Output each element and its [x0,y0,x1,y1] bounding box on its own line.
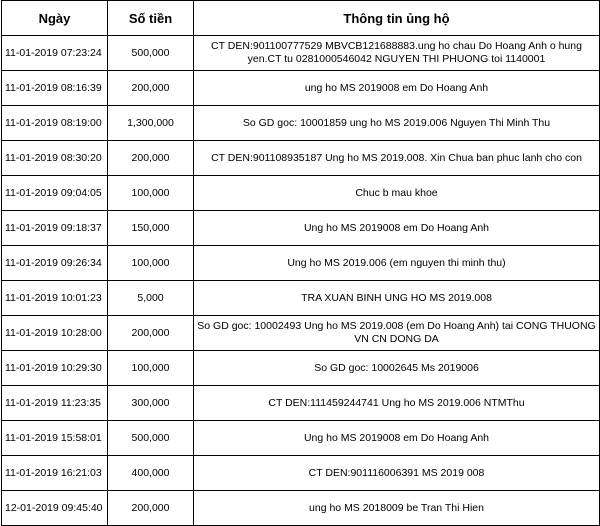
cell-amount: 100,000 [108,176,194,211]
table-row [2,351,600,386]
table-row [2,106,600,141]
cell-amount: 500,000 [108,421,194,456]
cell-info: Ung ho MS 2019008 em Do Hoang Anh [194,211,600,246]
cell-date: 11-01-2019 10:01:23 [2,281,108,316]
cell-date: 11-01-2019 09:26:34 [2,246,108,281]
cell-amount: 200,000 [108,316,194,351]
cell-info: CT DEN:901116006391 MS 2019 008 [194,456,600,491]
header-row [2,1,600,36]
cell-date: 11-01-2019 10:28:00 [2,316,108,351]
table-row [2,316,600,351]
header-info: Thông tin ủng hộ [194,1,600,36]
cell-info: Ung ho MS 2019.006 (em nguyen thi minh thu) [194,246,600,281]
cell-amount: 150,000 [108,211,194,246]
cell-amount: 100,000 [108,246,194,281]
table-row [2,386,600,421]
cell-date: 12-01-2019 09:45:40 [2,491,108,526]
cell-amount: 500,000 [108,36,194,71]
cell-info: ung ho MS 2019008 em Do Hoang Anh [194,71,600,106]
header-amount: Số tiền [108,1,194,36]
cell-info: So GD goc: 10002645 Ms 2019006 [194,351,600,386]
cell-amount: 1,300,000 [108,106,194,141]
cell-info: Ung ho MS 2019008 em Do Hoang Anh [194,421,600,456]
cell-info: So GD goc: 10001859 ung ho MS 2019.006 Nguyen Thi Minh Thu [194,106,600,141]
cell-amount: 400,000 [108,456,194,491]
cell-date: 11-01-2019 11:23:35 [2,386,108,421]
cell-date: 11-01-2019 15:58:01 [2,421,108,456]
cell-amount: 100,000 [108,351,194,386]
cell-amount: 200,000 [108,71,194,106]
cell-date: 11-01-2019 08:16:39 [2,71,108,106]
table-row [2,71,600,106]
cell-info: CT DEN:111459244741 Ung ho MS 2019.006 NTMThu [194,386,600,421]
cell-amount: 200,000 [108,491,194,526]
header-date: Ngày [2,1,108,36]
table-row [2,36,600,71]
cell-info: CT DEN:901108935187 Ung ho MS 2019.008. Xin Chua ban phuc lanh cho con [194,141,600,176]
table-row [2,246,600,281]
table-row [2,281,600,316]
table-row [2,421,600,456]
table-row [2,141,600,176]
cell-info: ung ho MS 2018009 be Tran Thi Hien [194,491,600,526]
table-row [2,211,600,246]
cell-info: TRA XUAN BINH UNG HO MS 2019.008 [194,281,600,316]
cell-amount: 5,000 [108,281,194,316]
cell-date: 11-01-2019 08:19:00 [2,106,108,141]
cell-info: So GD goc: 10002493 Ung ho MS 2019.008 (em Do Hoang Anh) tai CONG THUONG VN CN DONG DA [194,316,600,351]
cell-date: 11-01-2019 07:23:24 [2,36,108,71]
cell-info: Chuc b mau khoe [194,176,600,211]
donation-table [1,0,600,526]
cell-date: 11-01-2019 09:04:05 [2,176,108,211]
table-row [2,491,600,526]
cell-amount: 300,000 [108,386,194,421]
cell-date: 11-01-2019 09:18:37 [2,211,108,246]
table-row [2,456,600,491]
cell-amount: 200,000 [108,141,194,176]
cell-date: 11-01-2019 10:29:30 [2,351,108,386]
cell-date: 11-01-2019 16:21:03 [2,456,108,491]
cell-date: 11-01-2019 08:30:20 [2,141,108,176]
cell-info: CT DEN:901100777529 MBVCB121688883.ung ho chau Do Hoang Anh o hung yen.CT tu 0281000546042 NGUYEN THI PHUONG toi 1140001 [194,36,600,71]
table-row [2,176,600,211]
